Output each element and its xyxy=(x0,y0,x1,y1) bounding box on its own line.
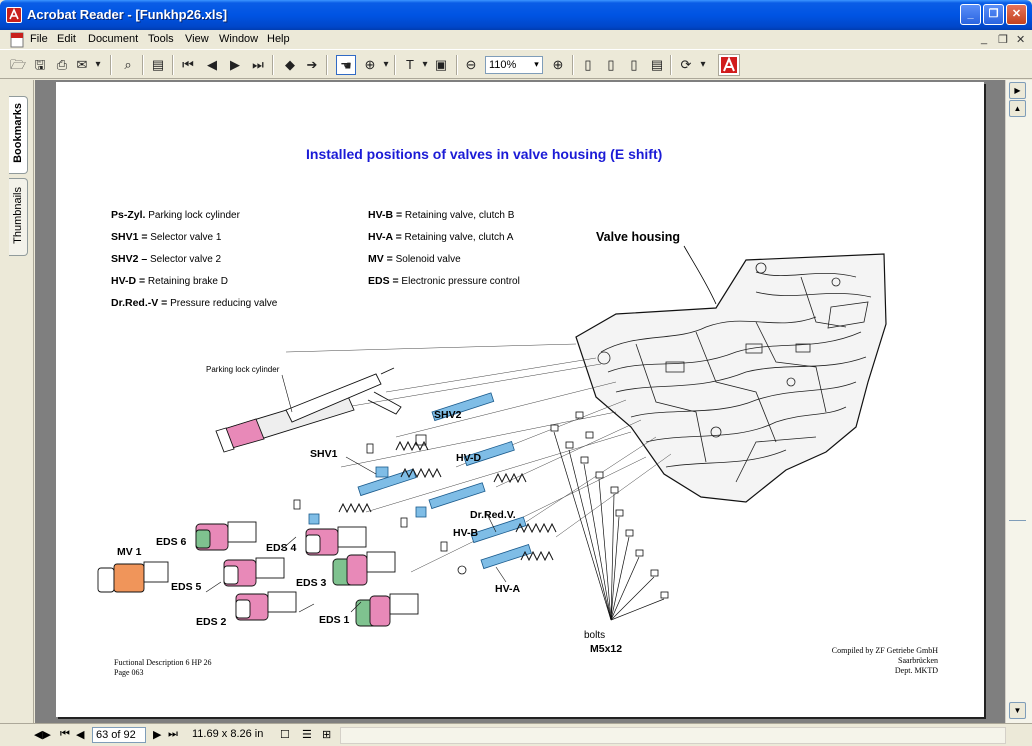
toolbar xyxy=(0,51,1032,79)
legend-item: Dr.Red.-V = Pressure reducing valve xyxy=(111,297,278,309)
email-dropdown-icon[interactable]: ▾ xyxy=(95,59,101,70)
menu-help[interactable]: Help xyxy=(267,33,290,45)
valve-housing-leader-line xyxy=(684,246,716,304)
minimize-button[interactable]: _ xyxy=(960,4,981,25)
pdf-page xyxy=(56,82,984,717)
fit-visible-icon[interactable]: ▤ xyxy=(650,57,664,72)
menu-window[interactable]: Window xyxy=(219,33,259,45)
toolbar-separator xyxy=(572,55,574,75)
toolbar-separator xyxy=(326,55,328,75)
show-navigation-pane-icon[interactable]: ▤ xyxy=(151,57,165,72)
scroll-down-icon[interactable]: ▼ xyxy=(1009,702,1026,719)
fit-width-icon[interactable]: ▯ xyxy=(630,57,638,72)
eds2-label: EDS 2 xyxy=(196,616,227,628)
scroll-up-icon[interactable]: ▲ xyxy=(1009,100,1026,117)
vertical-scrollbar[interactable] xyxy=(1005,80,1032,723)
text-select-dropdown-icon[interactable]: ▾ xyxy=(422,59,428,70)
bookmarks-tab-label: Bookmarks xyxy=(12,103,24,163)
toolbar-separator xyxy=(394,55,396,75)
legend-item: Ps-Zyl. Parking lock cylinder xyxy=(111,209,240,221)
legend-item: MV = Solenoid valve xyxy=(368,253,461,265)
continuous-icon[interactable]: ☰ xyxy=(302,729,312,741)
toolbar-separator xyxy=(272,55,274,75)
next-page-icon[interactable]: ▶ xyxy=(230,57,240,72)
toolbar-separator xyxy=(456,55,458,75)
footer-left: Fuctional Description 6 HP 26 Page 063 xyxy=(114,658,212,677)
m5x12-label: M5x12 xyxy=(590,643,623,655)
save-icon[interactable]: 🖫 xyxy=(34,57,46,72)
menu-view[interactable]: View xyxy=(185,33,209,45)
last-page-icon[interactable]: ⏭ xyxy=(252,57,264,72)
previous-page-status-icon[interactable]: ◀ xyxy=(76,729,85,741)
legend-item: HV-A = Retaining valve, clutch A xyxy=(368,231,514,243)
document-viewport[interactable] xyxy=(35,80,1005,723)
print-icon[interactable]: ⎙ xyxy=(56,57,68,72)
menu-edit[interactable]: Edit xyxy=(57,33,76,45)
doc-close-button[interactable]: ✕ xyxy=(1016,34,1026,46)
menu-bar xyxy=(0,30,1032,50)
window-title: Acrobat Reader - [Funkhp26.xls] xyxy=(27,7,228,22)
zoom-percentage-field[interactable]: 110% xyxy=(485,56,543,74)
doc-restore-button[interactable]: ❐ xyxy=(998,34,1008,46)
legend-item: HV-D = Retaining brake D xyxy=(111,275,228,287)
zoom-dropdown-icon[interactable]: ▾ xyxy=(534,59,539,69)
page-title: Installed positions of valves in valve housing (E shift) xyxy=(306,146,663,162)
eds4-label: EDS 4 xyxy=(266,542,297,554)
parking-lock-cylinder-drawing xyxy=(216,368,401,452)
page-size-text: 11.69 x 8.26 in xyxy=(192,728,264,740)
page-number-field[interactable]: 63 of 92 xyxy=(92,727,146,743)
thumbnails-tab[interactable] xyxy=(9,178,28,256)
previous-view-icon[interactable]: ◆ xyxy=(285,57,295,72)
valve-housing-drawing xyxy=(576,254,886,502)
legend-item: SHV2 – Selector valve 2 xyxy=(111,253,222,265)
valve-housing-label: Valve housing xyxy=(596,230,681,244)
close-button[interactable]: ✕ xyxy=(1006,4,1027,25)
actual-size-icon[interactable]: ▯ xyxy=(584,57,592,72)
maximize-button[interactable]: ❐ xyxy=(983,4,1004,25)
text-select-icon[interactable]: T xyxy=(406,57,414,72)
toolbar-separator xyxy=(670,55,672,75)
status-bar xyxy=(0,723,1032,746)
hand-tool-icon[interactable]: ☚ xyxy=(336,55,356,75)
eds3-label: EDS 3 xyxy=(296,577,327,589)
navigation-pane xyxy=(0,80,34,723)
toolbar-separator xyxy=(172,55,174,75)
legend-item: HV-B = Retaining valve, clutch B xyxy=(368,209,515,221)
hv-a-label: HV-A xyxy=(495,583,521,595)
zoom-out-icon[interactable]: ⊖ xyxy=(465,57,477,72)
previous-page-icon[interactable]: ◀ xyxy=(207,57,217,72)
first-page-status-icon[interactable]: ⏮ xyxy=(60,728,70,740)
shv2-label: SHV2 xyxy=(434,409,462,421)
hv-b-label: HV-B xyxy=(453,527,479,539)
acrobat-app-icon[interactable] xyxy=(6,7,22,23)
bolts-leader-lines xyxy=(554,432,664,620)
parking-lock-cylinder-label: Parking lock cylinder xyxy=(206,365,280,374)
zoom-in-icon[interactable]: ⊕ xyxy=(552,57,564,72)
eds1-label: EDS 1 xyxy=(319,614,350,626)
hv-d-label: HV-D xyxy=(456,452,482,464)
zoom-in-tool-icon[interactable]: ⊕ xyxy=(364,57,376,72)
dr-red-v-label: Dr.Red.V. xyxy=(470,509,516,521)
snapshot-icon[interactable]: ▣ xyxy=(434,57,448,72)
email-icon[interactable]: ✉ xyxy=(76,57,88,72)
find-icon[interactable]: ⌕ xyxy=(124,57,132,72)
toggle-navpane-icon[interactable]: ◀▶ xyxy=(34,729,51,741)
mv1-label: MV 1 xyxy=(117,546,142,558)
toolbar-separator xyxy=(110,55,112,75)
last-page-status-icon[interactable]: ⏭ xyxy=(168,728,178,740)
zoom-tool-dropdown-icon[interactable]: ▾ xyxy=(383,59,389,70)
shv1-label: SHV1 xyxy=(310,448,338,460)
rotate-dropdown-icon[interactable]: ▾ xyxy=(700,59,706,70)
thumbnails-tab-label: Thumbnails xyxy=(12,187,24,244)
eds-solenoids xyxy=(98,522,418,626)
legend-item: SHV1 = Selector valve 1 xyxy=(111,231,222,243)
next-page-status-icon[interactable]: ▶ xyxy=(153,729,162,741)
legend-item: EDS = Electronic pressure control xyxy=(368,275,520,287)
first-page-icon[interactable]: ⏮ xyxy=(182,57,194,72)
next-page-scroll-icon[interactable]: ▶ xyxy=(1009,82,1026,99)
single-page-icon[interactable]: ☐ xyxy=(280,729,290,741)
eds5-label: EDS 5 xyxy=(171,581,202,593)
bolts-label: bolts xyxy=(584,630,606,641)
eds6-label: EDS 6 xyxy=(156,536,187,548)
doc-minimize-button[interactable]: _ xyxy=(981,33,988,45)
menu-document[interactable]: Document xyxy=(88,33,139,45)
horizontal-scrollbar[interactable] xyxy=(340,727,1006,744)
adobe-online-icon[interactable] xyxy=(718,54,740,76)
fit-page-icon[interactable]: ▯ xyxy=(607,57,615,72)
scroll-thumb[interactable] xyxy=(1009,520,1026,521)
rotate-view-icon[interactable]: ⟳ xyxy=(680,57,692,72)
title-bar xyxy=(0,0,1032,30)
bookmarks-tab[interactable] xyxy=(9,96,28,174)
open-icon[interactable]: 🗁 xyxy=(9,57,27,72)
footer-right: Compiled by ZF Getriebe GmbH Saarbrücken Dept. MKTD xyxy=(831,646,938,675)
toolbar-separator xyxy=(142,55,144,75)
pdf-document-icon[interactable] xyxy=(9,32,25,48)
menu-file[interactable]: File xyxy=(30,33,48,45)
next-view-icon[interactable]: ➔ xyxy=(306,57,318,72)
continuous-facing-icon[interactable]: ⊞ xyxy=(322,729,332,741)
menu-tools[interactable]: Tools xyxy=(148,33,174,45)
